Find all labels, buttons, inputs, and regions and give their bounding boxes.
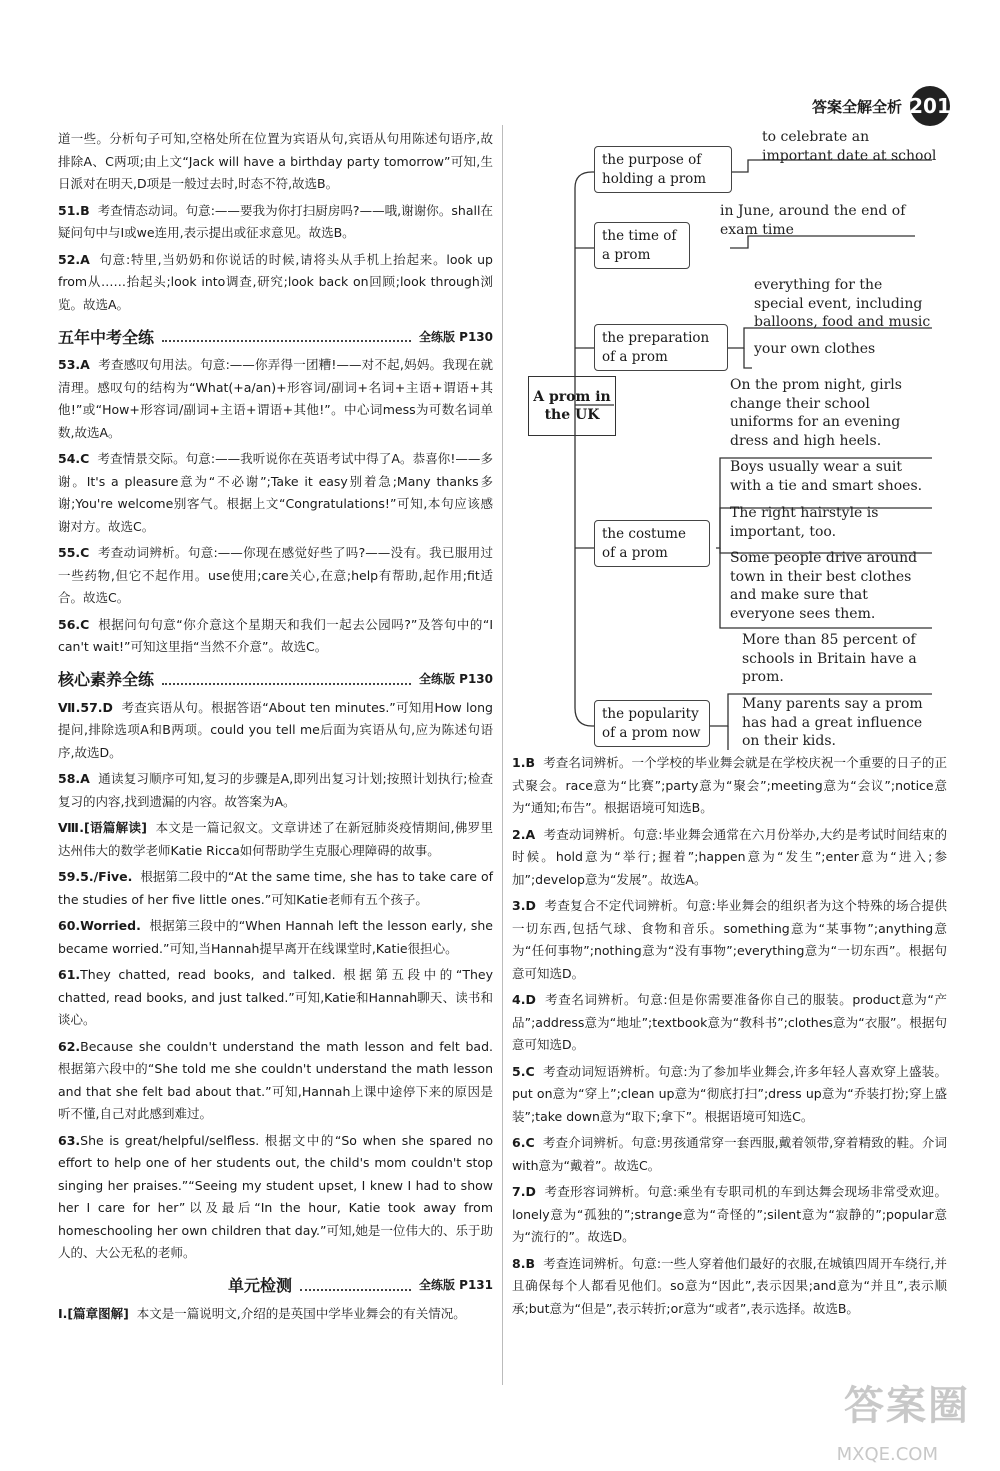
answer-item: 1.B 考查名词辨析。一个学校的毕业舞会就是在学校庆祝一个重要的日子的正式聚会。race意为“比赛”;party意为“聚会”;meeting意为“会议”;notice意为“通知;布告”。根据语境可知选B。 — [512, 755, 947, 815]
right-column — [512, 752, 947, 1324]
section-heading: 核心素养全练 全练版 P130 — [58, 670, 493, 689]
intro-paragraph: 道一些。分析句子可知,空格处所在位置为宾语从句,宾语从句用陈述句语序,故排除A、C两项;由上文“Jack will have a birthday party tomorrow”可知,生日派对在明天,D项是一般过去时,时态不符,故选B。 — [58, 131, 493, 191]
answer-item: 56.C 根据问句句意“你介意这个星期天和我们一起去公园吗?”及答句中的“I can't wait!”可知这里指“当然不介意”。故选C。 — [58, 616, 494, 654]
column-divider — [502, 125, 503, 1385]
answer-item: 4.D 考查名词辨析。句意:但是你需要准备你自己的服装。product意为“产品”;address意为“地址”;textbook意为“教科书”;clothes意为“衣服”。根据句意可知选D。 — [512, 992, 947, 1052]
page-header — [812, 86, 950, 126]
answer-item: 53.A 考查感叹句用法。句意:——你弄得一团糟!——对不起,妈妈。我现在就清理。感叹句的结构为“What(+a/an)+形容词/副词+名词+主语+谓语+其他!”或“How+形容词/副词+主语+谓语+其他!”。中心词mess为可数名词单数,故选A。 — [58, 357, 493, 440]
branch-purpose: the purpose of holding a prom — [594, 146, 732, 193]
section-heading: 五年中考全练 全练版 P130 — [58, 327, 493, 347]
answer-item: 63.She is great/helpful/selfless. 根据文中的“So when she spared no effort to help one of her students out, the child's mom couldn't stop singing her praises.”“Seeing my student upset, I knew I had to show her I care for her”以及最后“In the hour, Katie took away from homeschooling her own children that day.”可知,她是一位伟大的、乐于助人的、大公无私的老师。 — [58, 1132, 493, 1260]
branch-preparation: the preparation of a prom — [594, 324, 728, 371]
answer-item: 3.D 考查复合不定代词辨析。句意:毕业舞会的组织者为这个特殊的场合提供一切东西,包括气球、食物和音乐。something意为“某事物”;anything意为“任何事物”;nothing意为“没有事物”;everything意为“一切东西”。根据句意可知选D。 — [512, 898, 948, 981]
branch-costume: the costume of a prom — [594, 520, 710, 567]
answer-item: 52.A 句意:特里,当奶奶和你说话的时候,请将头从手机上抬起来。look up from从……抬起头;look into调查,研究;look back on回顾;look through浏览。故选A。 — [58, 251, 493, 312]
leaf-time: in June, around the end of exam time — [720, 203, 906, 238]
leaf-costume-drive: Some people drive around town in their best clothes and make sure that everyone sees them. — [730, 550, 918, 622]
answer-item: 5.C 考查动词短语辨析。句意:为了参加毕业舞会,许多年轻人喜欢穿上盛装。put on意为“穿上”;clean up意为“彻底打扫”;dress up意为“乔装打扮;穿上盛装”;take down意为“取下;拿下”。根据语境可知选C。 — [512, 1063, 948, 1124]
answer-item: 62.Because she couldn't understand the math lesson and felt bad. 根据第六段中的“She told me she couldn't understand the math lesson and that she felt bad about that.”可知,Hannah上课中途停下来的原因是听不懂,自己对此感到难过。 — [58, 1038, 493, 1121]
answer-item: 6.C 考查介词辨析。句意:男孩通常穿一套西服,戴着领带,穿着精致的鞋。介词with意为“戴着”。故选C。 — [512, 1135, 947, 1173]
answer-item: 61.They chatted, read books, and talked. 根据第五段中的“They chatted, read books, and just talked.”可知,Katie和Hannah聊天、读书和谈心。 — [58, 967, 493, 1027]
leaf-purpose: to celebrate an important date at school — [762, 129, 937, 164]
branch-time: the time of a prom — [594, 222, 690, 269]
answer-item: 7.D 考查形容词辨析。句意:乘坐有专职司机的车到达舞会现场非常受欢迎。lonely意为“孤独的”;strange意为“奇怪的”;silent意为“寂静的”;popular意为“流行的”。故选D。 — [512, 1184, 948, 1244]
branch-popularity: the popularity of a prom now — [594, 700, 710, 747]
answer-item: 55.C 考查动词辨析。句意:——你现在感觉好些了吗?——没有。我已服用过一些药物,但它不起作用。use使用;care关心,在意;help有帮助,起作用;fit适合。故选C。 — [58, 545, 493, 605]
leaf-popularity-parents: Many parents say a prom has had a great influence on their kids. — [742, 696, 923, 749]
leaf-popularity-schools: More than 85 percent of schools in Britain have a prom. — [742, 632, 917, 685]
section-heading: 单元检测 全练版 P131 — [228, 1276, 493, 1295]
leaf-costume-girls: On the prom night, girls change their school uniforms for an evening dress and high heels. — [730, 377, 902, 449]
answer-item: Ⅶ.57.D 考查宾语从句。根据答语“About ten minutes.”可知用How long提问,排除选项A和B两项。could you tell me后面为宾语从句,应为陈述句语序,故选D。 — [58, 699, 493, 760]
leaf-preparation-event: everything for the special event, including balloons, food and music — [754, 277, 931, 330]
answer-item: 2.A 考查动词辨析。句意:毕业舞会通常在六月份举办,大约是考试时间结束的时候。hold意为“举行;握着”;happen意为“发生”;enter意为“进入;参加”;develop意为“发展”。故选A。 — [512, 826, 947, 887]
leaf-preparation-clothes: your own clothes — [754, 341, 876, 357]
mind-map-root: A prom in the UK — [528, 376, 616, 436]
answer-item: 54.C 考查情景交际。句意:——我听说你在英语考试中得了A。恭喜你!——多谢。It's a pleasure意为“不必谢”;Take it easy别着急;Many thanks多谢;You're welcome别客气。根据上文“Congratulations!”可知,本句应该感谢对方。故选C。 — [58, 451, 494, 534]
watermark-logo: 答案圈 — [844, 1383, 970, 1429]
answer-item: 60.Worried. 根据第三段中的“When Hannah left the lesson early, she became worried.”可知,当Hannah提早离开在线课堂时,Katie很担心。 — [58, 918, 493, 956]
leaf-costume-boys: Boys usually wear a suit with a tie and smart shoes. — [730, 459, 923, 494]
answer-item: Ⅰ.[篇章图解] 本文是一篇说明文,介绍的是英国中学毕业舞会的有关情况。 — [58, 1305, 466, 1321]
prom-mind-map — [520, 128, 940, 750]
answer-item: 8.B 考查连词辨析。句意:一些人穿着他们最好的衣服,在城镇四周开车绕行,并且确保每个人都看见他们。so意为“因此”,表示因果;and意为“并且”,表示顺承;but意为“但是”,表示转折;or意为“或者”,表示选择。故选B。 — [512, 1255, 947, 1316]
watermark-url: MXQE.COM — [836, 1444, 938, 1465]
header-title: 答案全解全析 — [811, 97, 902, 116]
answer-item: Ⅷ.[语篇解读] 本文是一篇记叙文。文章讲述了在新冠肺炎疫情期间,佛罗里达州伟大的数学老师Katie Ricca如何帮助学生克服心理障碍的故事。 — [58, 820, 493, 858]
page-number: 201 — [910, 86, 950, 126]
answer-item: 58.A 通读复习顺序可知,复习的步骤是A,即列出复习计划;按照计划执行;检查复习的内容,找到遗漏的内容。故答案为A。 — [58, 771, 493, 809]
left-column — [58, 128, 493, 1329]
answer-item: 59.5./Five. 根据第二段中的“At the same time, she has to take care of the studies of her five little ones.”可知Katie老师有五个孩子。 — [58, 869, 493, 907]
answer-item: 51.B 考查情态动词。句意:——要我为你打扫厨房吗?——哦,谢谢你。shall在疑问句中与I或we连用,表示提出或征求意见。故选B。 — [58, 202, 493, 240]
leaf-costume-hairstyle: The right hairstyle is important, too. — [730, 505, 879, 540]
